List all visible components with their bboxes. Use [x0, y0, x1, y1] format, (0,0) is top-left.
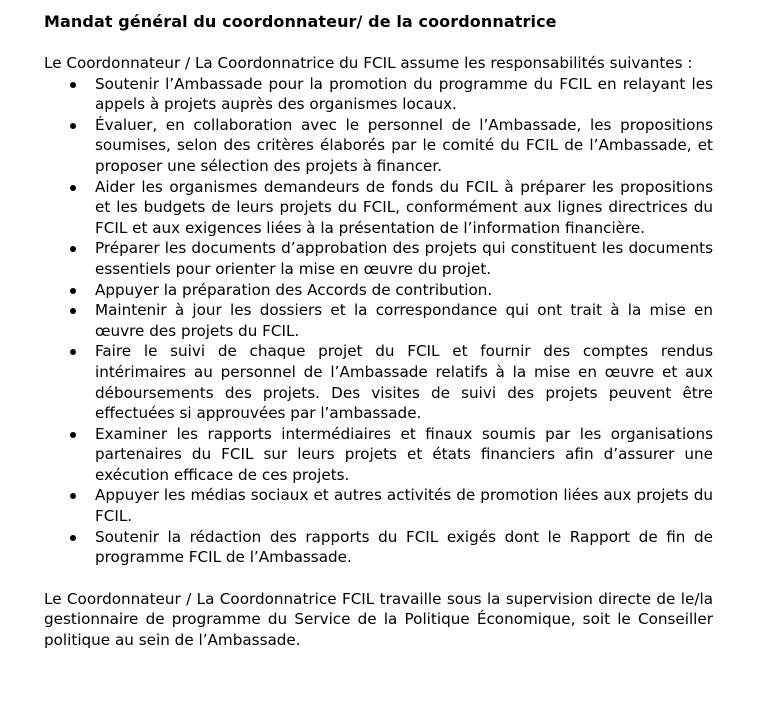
- list-item-text: Aider les organismes demandeurs de fonds du FCIL à préparer les propositions et les budgets de leurs projets du FCIL, conformément aux lignes directrices du FCIL et aux exigences liées à la présentation de l’information financière.: [95, 177, 713, 237]
- intro-paragraph: Le Coordonnateur / La Coordonnatrice du FCIL assume les responsabilités suivantes :: [44, 54, 693, 72]
- list-item-text: Examiner les rapports intermédiaires et finaux soumis par les organisations partenaires du FCIL sur leurs projets et états financiers afin d’assurer une exécution efficace de ces projets.: [95, 424, 713, 484]
- list-item: [44, 424, 713, 486]
- bullet-icon: [70, 349, 76, 355]
- list-item-text: Maintenir à jour les dossiers et la correspondance qui ont trait à la mise en œuvre des projets du FCIL.: [95, 301, 713, 340]
- bullet-icon: [70, 288, 76, 294]
- list-item-text: Soutenir la rédaction des rapports du FCIL exigés dont le Rapport de fin de programme FCIL de l’Ambassade.: [95, 527, 713, 567]
- list-item-text: Appuyer les médias sociaux et autres activités de promotion liées aux projets du FCIL.: [95, 486, 713, 526]
- list-item: [44, 115, 713, 177]
- bullet-icon: [70, 185, 76, 191]
- list-item-text: Évaluer, en collaboration avec le personnel de l’Ambassade, les propositions soumises, selon des critères élaborés par le comité du FCIL de l’Ambassade, et proposer une sélection des projets à financer.: [95, 115, 713, 175]
- bullet-icon: [70, 493, 76, 499]
- responsibilities-list: [44, 74, 713, 568]
- list-item: [44, 341, 713, 423]
- list-item: [44, 527, 713, 568]
- bullet-icon: [70, 432, 76, 438]
- list-item: [44, 177, 713, 239]
- list-item: [44, 300, 713, 341]
- document-title: Mandat général du coordonnateur/ de la coordonnatrice: [44, 12, 557, 31]
- bullet-icon: [70, 308, 76, 314]
- list-item: [44, 74, 713, 115]
- bullet-icon: [70, 246, 76, 252]
- list-item-text: Préparer les documents d’approbation des projets qui constituent les documents essentiels pour orienter la mise en œuvre du projet.: [95, 239, 713, 278]
- list-item-text: Faire le suivi de chaque projet du FCIL et fournir des comptes rendus intérimaires au personnel de l’Ambassade relatifs à la mise en œuvre et aux déboursements des projets. Des visites de suivi des projets peuvent être effectuées si approuvées par l’ambassade.: [95, 342, 713, 423]
- list-item-text: Appuyer la préparation des Accords de contribution.: [95, 280, 493, 299]
- closing-paragraph: Le Coordonnateur / La Coordonnatrice FCIL travaille sous la supervision directe de le/la gestionnaire de programme du Service de la Politique Économique, soit le Conseiller politique au sein de l’Ambassade.: [44, 589, 713, 650]
- bullet-icon: [70, 123, 76, 129]
- list-item: [44, 280, 713, 301]
- list-item: [44, 238, 713, 279]
- list-item: [44, 485, 713, 526]
- bullet-icon: [70, 535, 76, 541]
- bullet-icon: [70, 82, 76, 88]
- list-item-text: Soutenir l’Ambassade pour la promotion du programme du FCIL en relayant les appels à projets auprès des organismes locaux.: [95, 74, 713, 114]
